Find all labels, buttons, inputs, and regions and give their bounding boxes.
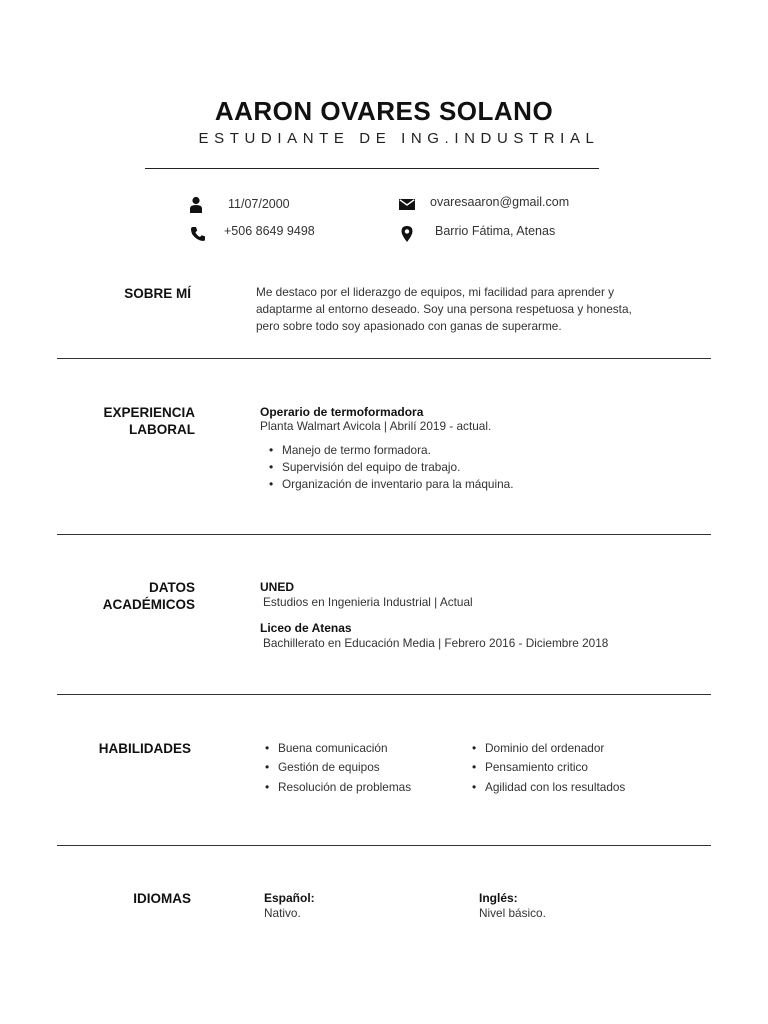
- school-name: Liceo de Atenas: [260, 621, 352, 635]
- about-line: Me destaco por el liderazgo de equipos, mi facilidad para aprender y: [256, 285, 615, 299]
- skills-list-right: [463, 739, 693, 797]
- section-divider: [57, 694, 711, 695]
- language-level: Nativo.: [264, 906, 301, 920]
- language-name: Inglés:: [479, 891, 518, 905]
- list-item: • Gestión de equipos: [256, 758, 456, 777]
- phone-number: +506 8649 9498: [224, 224, 315, 238]
- location: Barrio Fátima, Atenas: [435, 224, 556, 238]
- section-divider: [57, 845, 711, 846]
- list-item: • Manejo de termo formadora.: [260, 442, 660, 459]
- section-divider: [57, 358, 711, 359]
- school-detail: Estudios en Ingenieria Industrial | Actual: [263, 595, 473, 609]
- language-name: Español:: [264, 891, 315, 905]
- header-divider: [145, 168, 599, 169]
- languages-section-title: IDIOMAS: [133, 891, 191, 906]
- list-item: • Supervisión del equipo de trabajo.: [260, 459, 660, 476]
- school-detail: Bachillerato en Educación Media | Febrero 2016 - Diciembre 2018: [263, 636, 609, 650]
- about-line: pero sobre todo soy apasionado con ganas de superarme.: [256, 318, 562, 333]
- skills-list-left: [256, 739, 456, 797]
- job-title: Operario de termoformadora: [260, 405, 424, 419]
- about-section-title: SOBRE MÍ: [124, 286, 191, 301]
- birthdate: 11/07/2000: [228, 197, 290, 211]
- job-place: Planta Walmart Avicola | Abrilí 2019 - actual.: [260, 419, 492, 433]
- person-icon: [187, 196, 205, 214]
- school-name: UNED: [260, 580, 295, 594]
- list-item: • Buena comunicación: [256, 739, 456, 758]
- phone-icon: [189, 225, 207, 243]
- skills-section-title: HABILIDADES: [98, 741, 191, 756]
- list-item: • Resolución de problemas: [256, 778, 456, 797]
- job-tasks-list: [260, 442, 660, 492]
- list-item: • Agilidad con los resultados: [463, 778, 693, 797]
- email-address: ovaresaaron@gmail.com: [430, 195, 570, 209]
- section-divider: [57, 534, 711, 535]
- location-pin-icon: [398, 225, 416, 243]
- about-line: adaptarme al entorno deseado. Soy una persona respetuosa y honesta,: [256, 301, 632, 316]
- list-item: • Organización de inventario para la máquina.: [260, 476, 660, 493]
- about-text: [256, 284, 696, 334]
- experience-section-title: EXPERIENCIA LABORAL: [103, 405, 195, 437]
- list-item: • Dominio del ordenador: [463, 739, 693, 758]
- resume-name: AARON OVARES SOLANO: [214, 96, 554, 126]
- resume-subtitle: ESTUDIANTE DE ING.INDUSTRIAL: [198, 130, 600, 147]
- list-item: • Pensamiento critico: [463, 758, 693, 777]
- education-section-title: DATOS ACADÉMICOS: [102, 580, 195, 612]
- language-level: Nivel básico.: [479, 906, 546, 920]
- mail-icon: [398, 195, 416, 213]
